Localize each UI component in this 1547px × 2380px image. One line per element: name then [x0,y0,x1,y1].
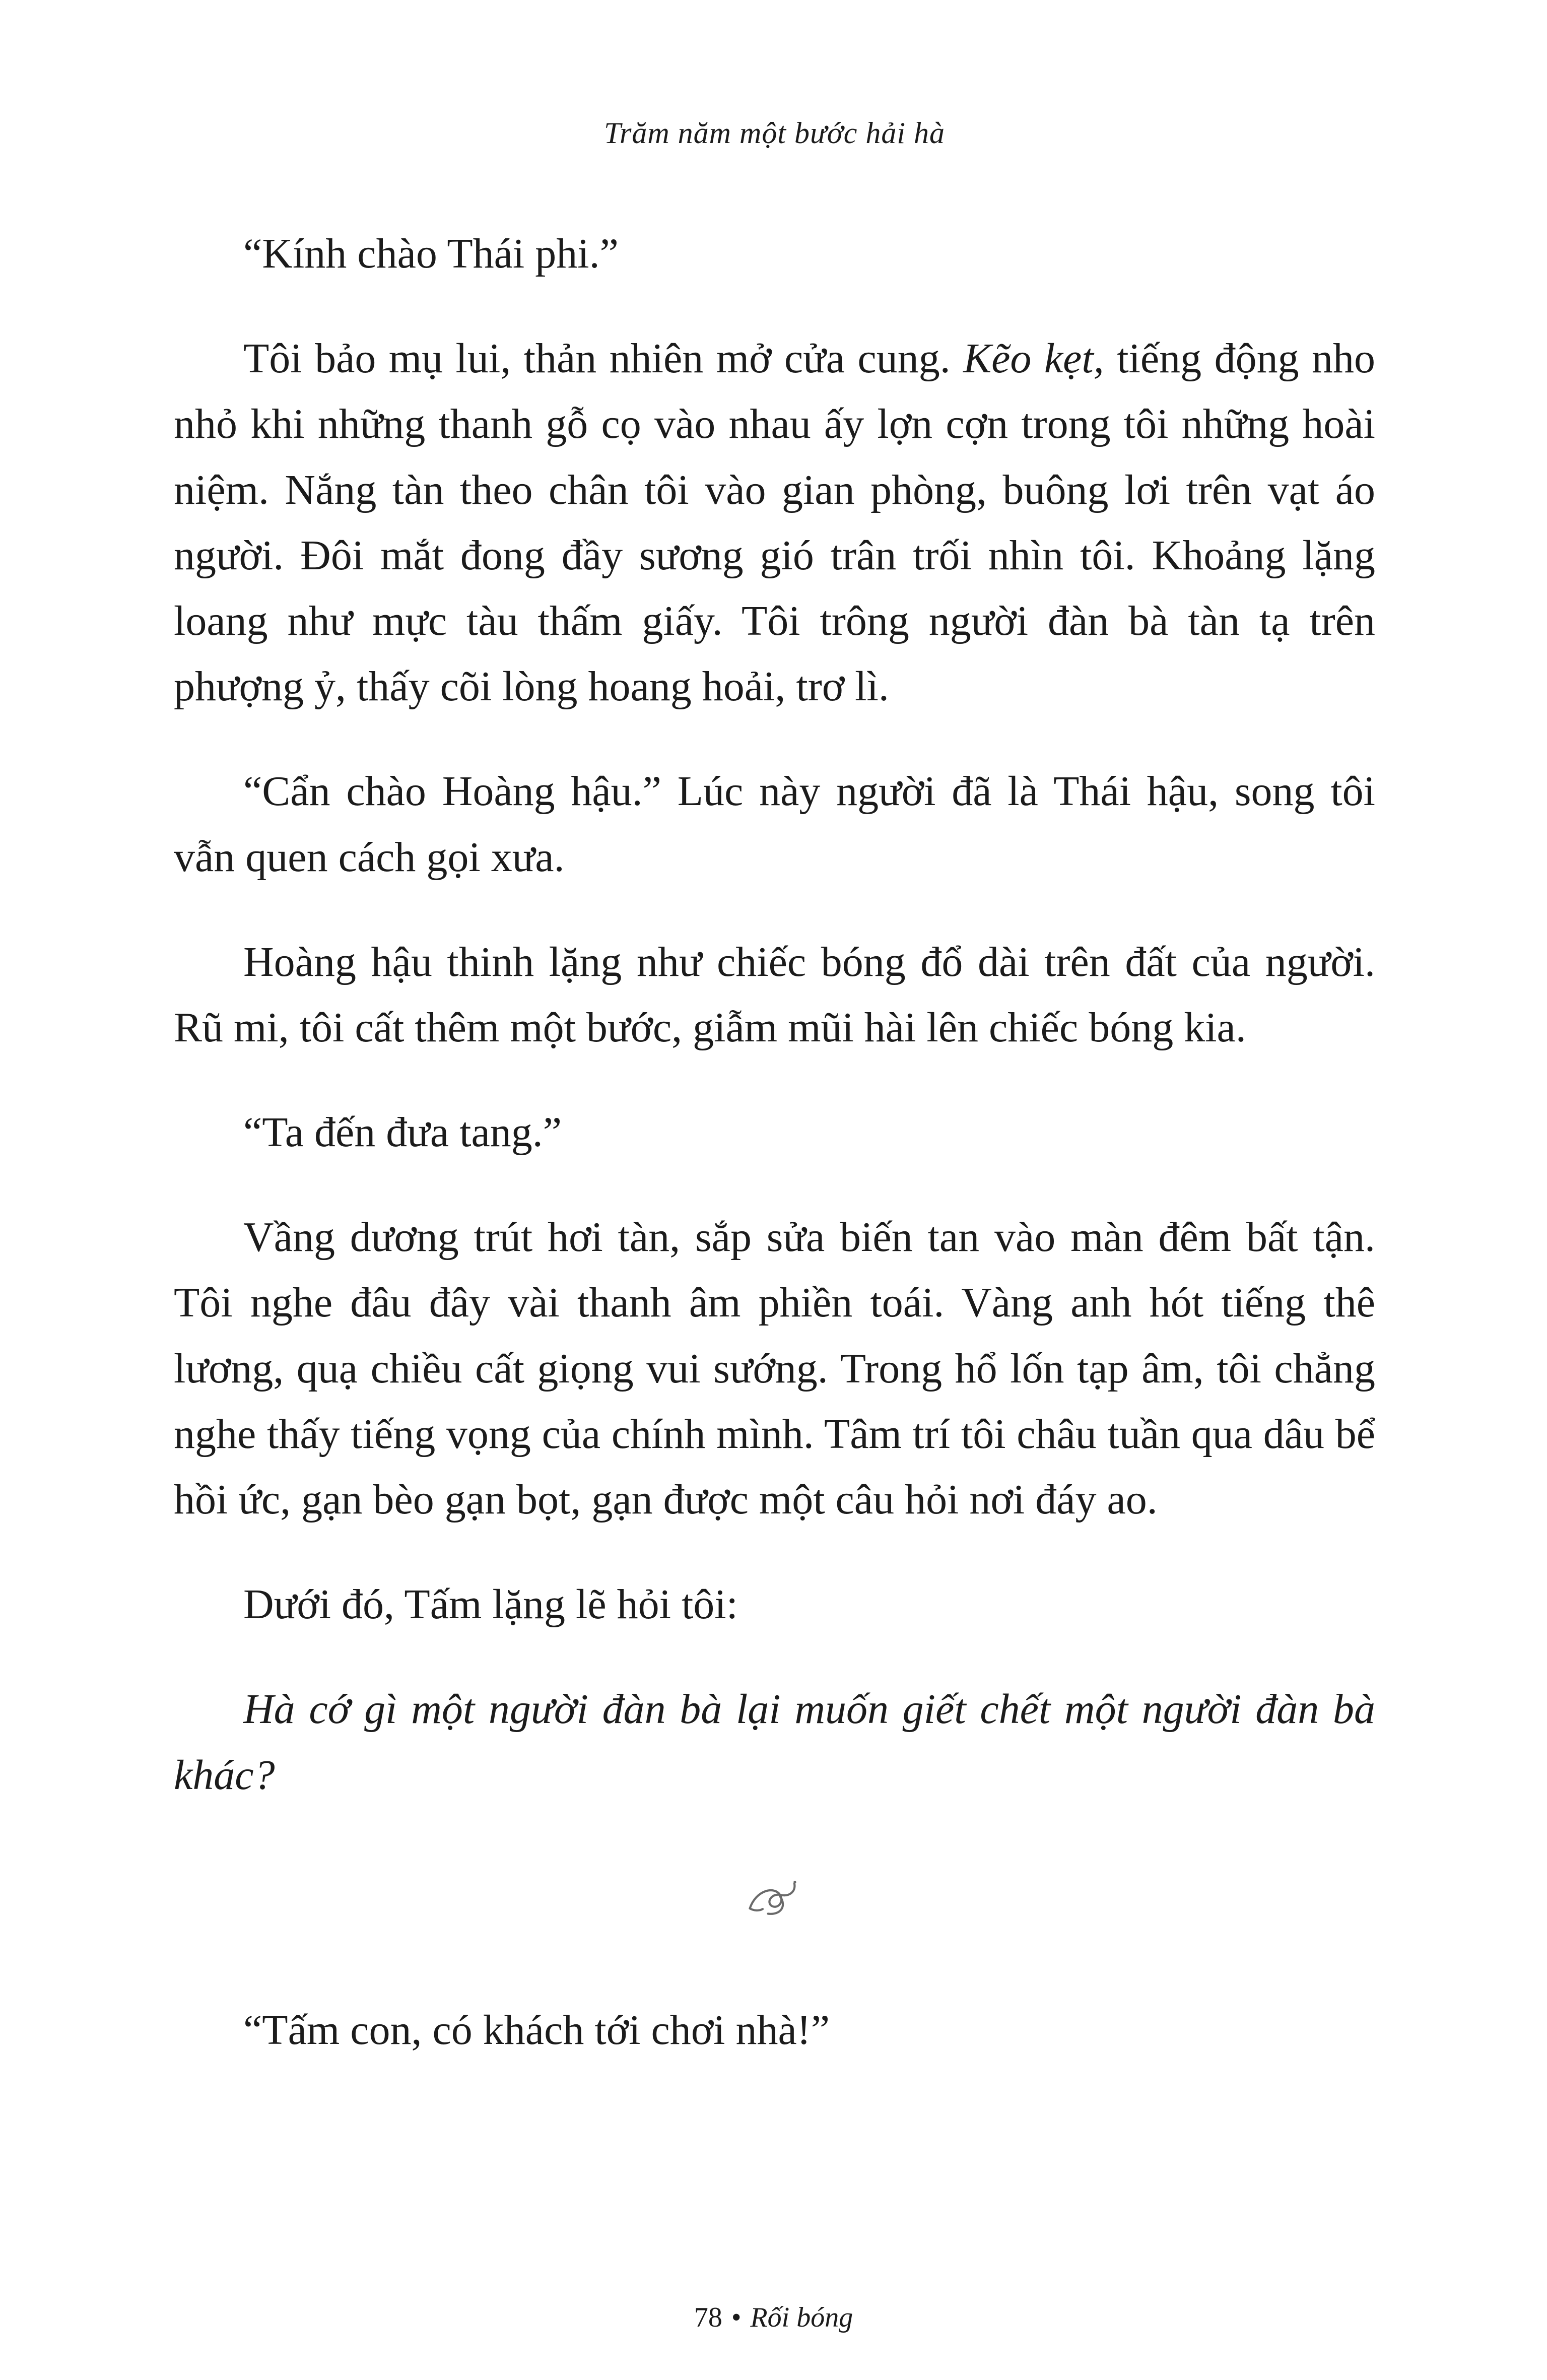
running-header: Trăm năm một bước hải hà [603,116,946,150]
body-paragraph: Hoàng hậu thinh lặng như chiếc bóng đổ dài trên đất của người. Rũ mi, tôi cất thêm một bước, giẫm mũi hài lên chiếc bóng kia. [174,938,1375,1051]
body-paragraph [174,326,1375,719]
floral-flourish-icon [742,1915,808,1924]
italic-onomatopoeia: Kẽo kẹt, [963,335,1104,382]
scene-break [174,1874,1375,1922]
footer-separator: • [731,2302,742,2333]
dialogue-line: “Kính chào Thái phi.” [243,230,619,277]
body-paragraph: Vầng dương trút hơi tàn, sắp sửa biến tan vào màn đêm bất tận. Tôi nghe đâu đây vài thanh âm phiền toái. Vàng anh hót tiếng thê lương, quạ chiều cất giọng vui sướng. Trong hổ lốn tạp âm, tôi chẳng nghe thấy tiếng vọng của chính mình. Tâm trí tôi châu tuần qua dâu bể hồi ức, gạn bèo gạn bọt, gạn được một câu hỏi nơi đáy ao. [174,1214,1375,1523]
dialogue-line: “Ta đến đưa tang.” [243,1109,562,1156]
italic-question-paragraph: Hà cớ gì một người đàn bà lại muốn giết chết một người đàn bà khác? [174,1686,1375,1799]
page-number: 78 [694,2302,722,2333]
paragraph-text: Tôi bảo mụ lui, thản nhiên mở cửa cung. [243,335,964,382]
text-block [174,116,1375,2063]
chapter-title: Rối bóng [750,2302,853,2333]
dialogue-line: “Tấm con, có khách tới chơi nhà!” [243,2006,830,2054]
page-footer [0,2301,1547,2334]
body-paragraph: Dưới đó, Tấm lặng lẽ hỏi tôi: [243,1581,738,1628]
body-paragraph: “Cẩn chào Hoàng hậu.” Lúc này người đã là Thái hậu, song tôi vẫn quen cách gọi xưa. [174,768,1375,881]
paragraph-text: tiếng động nho nhỏ khi những thanh gỗ cọ vào nhau ấy lợn cợn trong tôi những hoài niệm. Nắng tàn theo chân tôi vào gian phòng, buông lơi trên vạt áo người. Đôi mắt đong đầy sương gió trân trối nhìn tôi. Khoảng lặng loang như mực tàu thấm giấy. Tôi trông người đàn bà tàn tạ trên phượng ỷ, thấy cõi lòng hoang hoải, trơ lì. [174,335,1375,710]
